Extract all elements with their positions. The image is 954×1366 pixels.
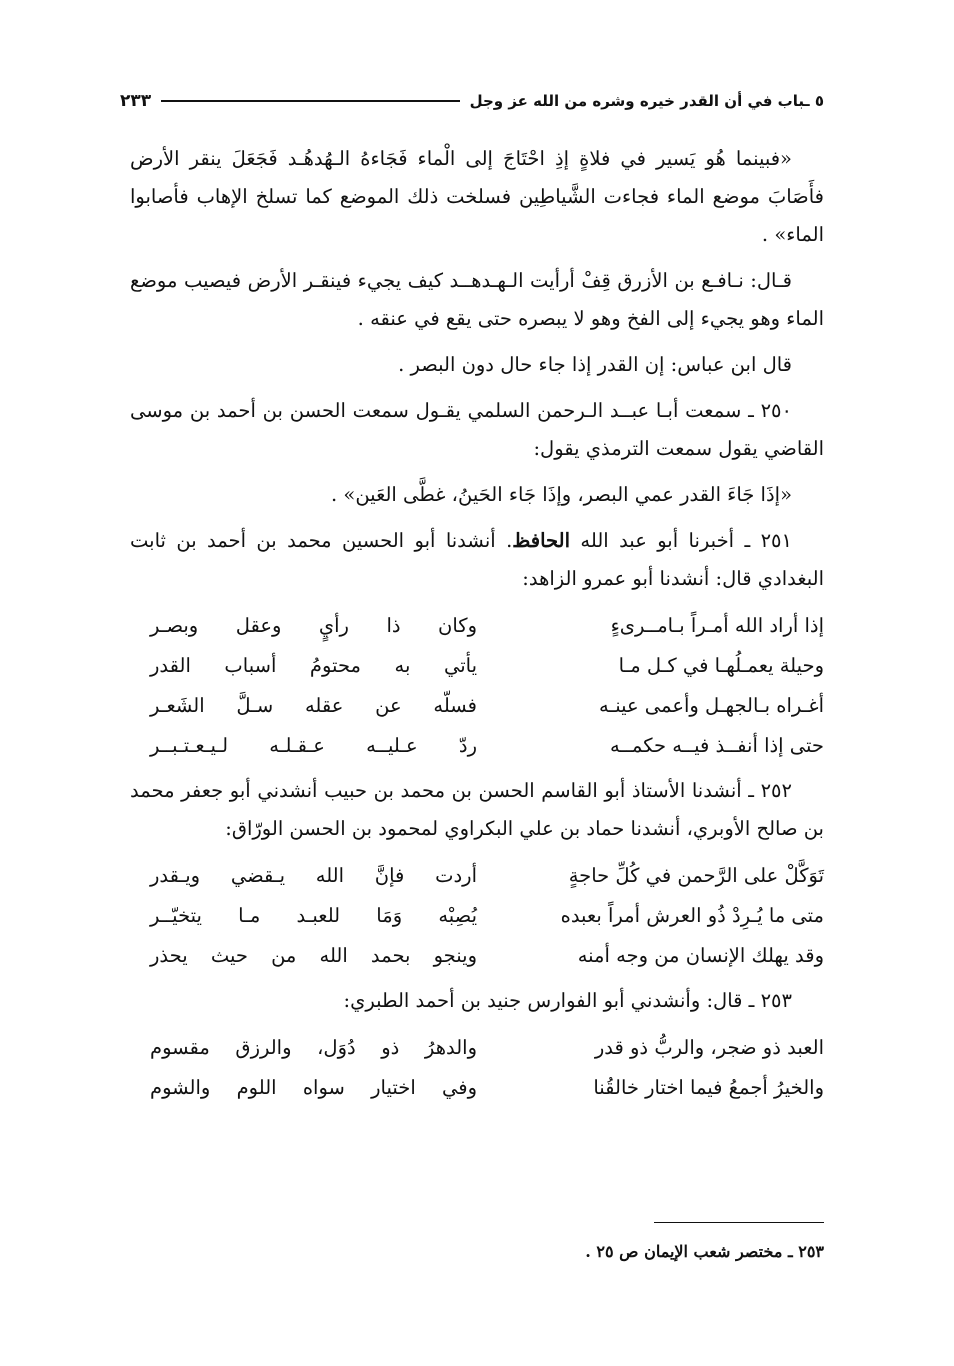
- poem-3: [130, 1028, 824, 1108]
- verse-second-hemistich: أردت فإنَّ الله يـقضي ويـقدر: [150, 864, 477, 887]
- paragraph-2: قـال: نـافـع بن الأزرق قِفْ أرأيت الـهـدهــد كيف يجيء فينقـر الأرض فيصيب موضع الماء وهو يجيء إلى الفخ وهو لا يبصره حتى يقع في عنقه .: [130, 269, 824, 330]
- verse-line: [130, 896, 824, 936]
- verse-second-hemistich: ردّ عـليــه عـقـلـه لـيـعـتـبــر: [150, 734, 477, 757]
- footnote: ٢٥٣ ـ مختصر شعب الإيمان ص ٢٥ .: [585, 1242, 824, 1261]
- verse-second-hemistich: يأتي به محتومُ أسباب القدر: [150, 654, 477, 677]
- verse-line: [130, 1028, 824, 1068]
- p251-bold: الحافظ: [512, 529, 570, 552]
- verse-first-hemistich: حتى إذا أنفــذ فيــه حكمــه: [610, 734, 824, 757]
- paragraph-quote: «إذَا جَاءَ القدر عمي البصر، وإذَا جَاء الحَينُ، غطَّى العَين» .: [331, 483, 792, 506]
- verse-first-hemistich: العبد ذو ضجر، والربُّ ذو قدر: [594, 1036, 824, 1059]
- verse-first-hemistich: تَوَكَّلْ على الرَّحمن في كُلِّ حاجةٍ: [568, 864, 824, 887]
- paragraph-250: ٢٥٠ ـ سمعت أبـا عبــد الـرحمن السلمي يقـول سمعت الحسن بن أحمد بن موسى القاضي يقول سمعت الترمذي يقول:: [130, 399, 824, 460]
- chapter-title: ٥ ـباب في أن القدر خيره وشره من الله عز وجل: [469, 92, 824, 110]
- verse-second-hemistich: وينجو بحمد الله من حيث يحذر: [150, 944, 477, 967]
- verse-line: [130, 936, 824, 976]
- verse-line: [130, 856, 824, 896]
- verse-line: [130, 1068, 824, 1108]
- footnote-rule: [654, 1222, 824, 1223]
- verse-second-hemistich: يُصِبْه وَمَا للعبـد مـا يتخيّــر: [150, 904, 477, 927]
- verse-first-hemistich: متى ما يُـرِدْ ذُو العرش أمراً بعبده: [560, 904, 824, 927]
- verse-line: [130, 686, 824, 726]
- paragraph-253: ٢٥٣ ـ قال: وأنشدني أبو الفوارس جنيد بن أحمد الطبري:: [343, 989, 792, 1012]
- page-number: ٢٣٣: [120, 91, 152, 111]
- header-rule: [161, 100, 459, 102]
- verse-second-hemistich: فسلّه عن عقله سـلَّ الشَعـر: [150, 694, 477, 717]
- paragraph-1: «فبينما هُو يَسير في فلاةٍ إذِ احْتَاجَ إلى الْماء فَجَاءهُ الـهُدهُـد فَجَعَلَ ينقر الأرض فأَصَابَ موضع الماء فجاءت الشَّياطِين فسلخت ذلك الموضع كما تسلخ الإهاب فأصابوا الماء» .: [130, 147, 824, 246]
- paragraph-3: قال ابن عباس: إن القدر إذا جاء حال دون البصر .: [398, 353, 792, 376]
- verse-line: [130, 726, 824, 766]
- verse-first-hemistich: والخيرُ أجمعُ فيما اختار خالقُنا: [593, 1076, 824, 1099]
- verse-second-hemistich: وفي اختيار سواه اللوم والشوم: [150, 1076, 477, 1099]
- verse-first-hemistich: إذا أراد الله أمـراً بـامــرىءٍ: [610, 614, 824, 637]
- paragraph-252: ٢٥٢ ـ أنشدنا الأستاذ أبو القاسم الحسن بن محمد بن حبيب أنشدني أبو جعفر محمد بن صالح الأوبري، أنشدنا حماد بن علي البكراوي لمحمود بن الحسن الورّاق:: [130, 779, 824, 840]
- verse-first-hemistich: وحيلة يعمـلُهـا في كـل مـا: [618, 654, 824, 677]
- verse-first-hemistich: وقد يهلك الإنسان من وجه أمنه: [577, 944, 824, 967]
- verse-second-hemistich: وكان ذا رأيٍ وعقل وبصـر: [150, 614, 477, 637]
- main-text: [130, 140, 824, 1114]
- verse-second-hemistich: والدهرُ ذو دُوَل، والرزق مقسوم: [150, 1036, 477, 1059]
- poem-1: [130, 606, 824, 766]
- p251-start: ٢٥١ ـ أخبرنا أبو عبد الله: [570, 529, 792, 552]
- verse-line: [130, 646, 824, 686]
- paragraph-251: [130, 522, 824, 598]
- verse-first-hemistich: أغـراه بـالجهـل وأعمى عينـه: [599, 694, 824, 717]
- poem-2: [130, 856, 824, 976]
- running-header: [120, 88, 824, 114]
- verse-line: [130, 606, 824, 646]
- p251-rest: . أنشدنا أبو الحسين محمد بن أحمد بن ثابت البغدادي قال: أنشدنا أبو عمرو الزاهد:: [130, 529, 824, 590]
